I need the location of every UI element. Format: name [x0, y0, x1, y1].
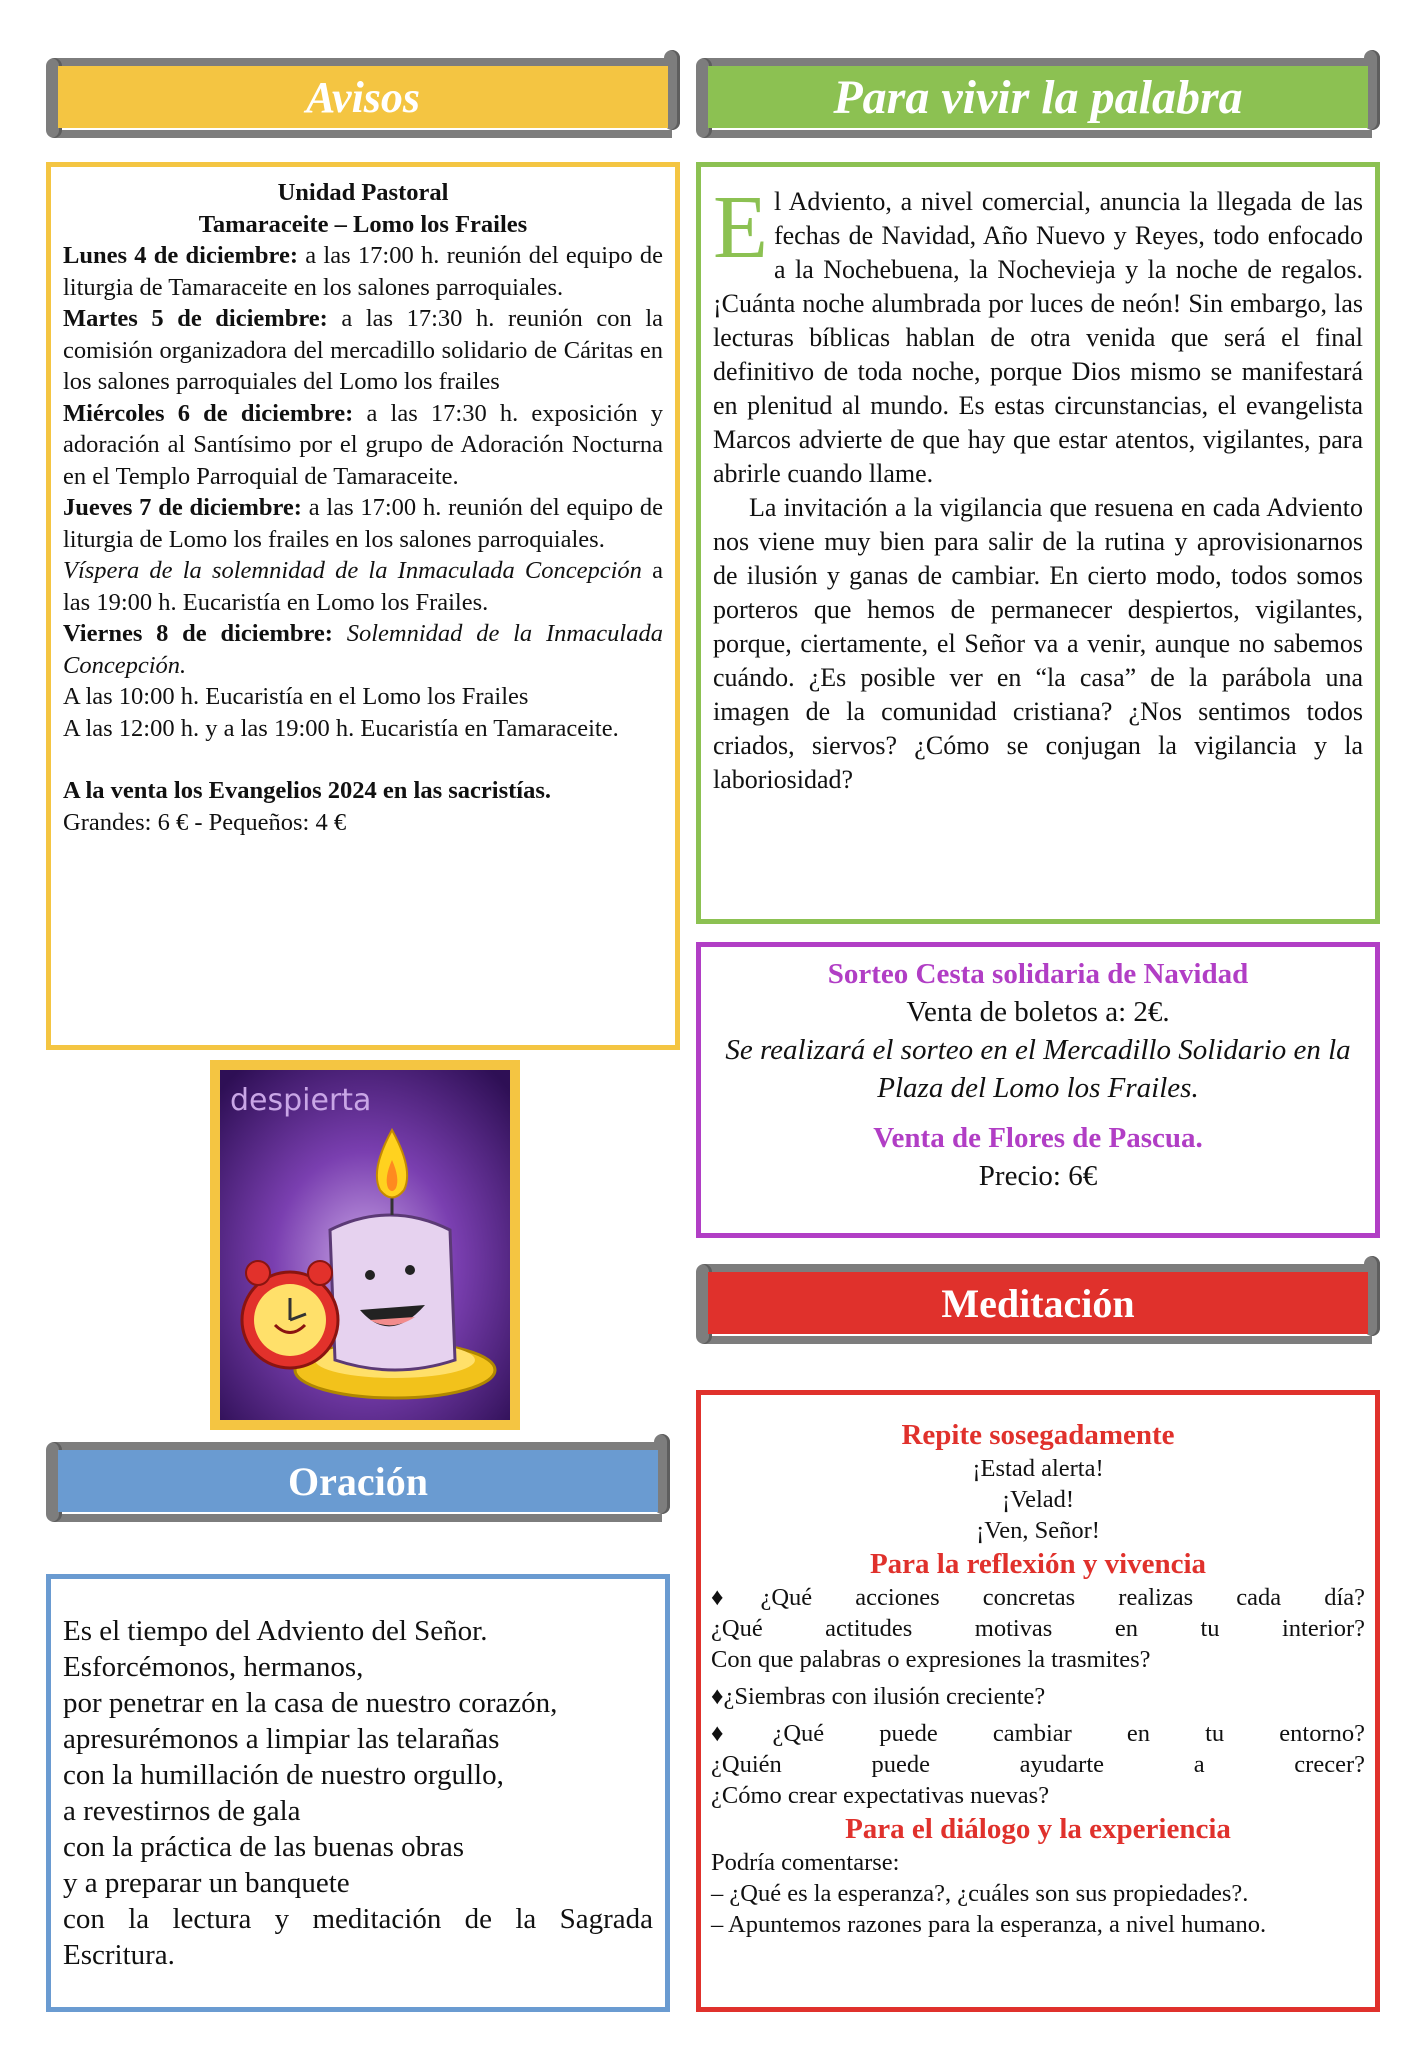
avisos-heading1: Unidad Pastoral [277, 179, 449, 206]
question-line: ♦¿Qué puede cambiar en tu entorno? [711, 1720, 1365, 1747]
aviso-viernes-line1: A las 10:00 h. Eucaristía en el Lomo los Frailes [63, 683, 529, 710]
aviso-item: Martes 5 de diciembre: a las 17:30 h. reunión con la comisión organizadora del mercadillo solidario de Cáritas en los salones parroquiales del Lomo los frailes [63, 305, 663, 395]
aviso-vispera: Víspera de la solemnidad de la Inmaculada Concepción a las 19:00 h. Eucaristía en Lomo los Frailes. [63, 557, 664, 616]
oracion-line: y a preparar un banquete [63, 1867, 350, 1899]
sorteo-venta: Venta de boletos a: 2€. [906, 996, 1170, 1028]
repeat-line: ¡Ven, Señor! [976, 1517, 1100, 1544]
question-line: ¿Cómo crear expectativas nuevas? [711, 1782, 1050, 1809]
avisos-title: Avisos [305, 72, 421, 122]
oracion-line: a revestirnos de gala [63, 1795, 301, 1827]
palabra-banner [696, 56, 1380, 138]
meditacion-box [696, 1390, 1380, 2012]
oracion-line: Esforcémonos, hermanos, [63, 1651, 364, 1683]
palabra-title: Para vivir la palabra [833, 70, 1243, 124]
sorteo-box [696, 942, 1380, 1238]
flores-precio: Precio: 6€ [978, 1160, 1098, 1192]
palabra-p2: La invitación a la vigilancia que resuena en cada Adviento nos viene muy bien para salir de la rutina y aprovisionarnos de ilusión y ganas de cambiar. En cierto modo, todos somos porteros que hemos de permanecer despiertos, vigilantes, porque, ciertamente, el Señor va a venir, aunque no sabemos cuándo. ¿Es posible ver en “la casa” de la parábola una imagen de la comunidad cristiana? ¿Nos sentimos todos criados, siervos? ¿Cómo se conjugan la vigilancia y la laboriosidad? [713, 493, 1363, 794]
oracion-line: Es el tiempo del Adviento del Señor. [63, 1615, 488, 1647]
palabra-p1: El Adviento, a nivel comercial, anuncia la llegada de las fechas de Navidad, Año Nuevo y Reyes, todo enfocado a la Nochebuena, la Nochevieja y la noche de regalos. ¡Cuánta noche alumbrada por luces de neón! Sin embargo, las lecturas bíblicas hablan de otra venida que será el final definitivo de toda noche, porque Dios mismo se manifestará en plenitud al mundo. Es estas circunstancias, el evangelista Marcos advierte de que hay que estar atentos, vigilantes, para abrirle cuando llame. [713, 178, 1363, 488]
meditacion-h1: Repite sosegadamente [901, 1419, 1175, 1451]
sorteo-note: Se realizará el sorteo en el Mercadillo Solidario en la Plaza del Lomo los Frailes. [725, 1034, 1351, 1104]
dialog-line: Podría comentarse: [711, 1849, 900, 1876]
aviso-viernes: Viernes 8 de diciembre: Solemnidad de la Inmaculada Concepción. [63, 620, 663, 679]
meditacion-h2: Para la reflexión y vivencia [869, 1548, 1207, 1580]
question-line: ♦¿Siembras con ilusión creciente? [711, 1683, 1046, 1710]
sorteo-title: Sorteo Cesta solidaria de Navidad [827, 958, 1249, 990]
avisos-heading2: Tamaraceite – Lomo los Frailes [198, 210, 528, 238]
oracion-line: con la humillación de nuestro orgullo, [63, 1759, 504, 1791]
aviso-item: Jueves 7 de diciembre: a las 17:00 h. reunión del equipo de liturgia de Lomo los frailes en los salones parroquiales. [63, 494, 663, 553]
despierta-caption: despierta [230, 1083, 372, 1118]
despierta-illustration [210, 1060, 520, 1430]
avisos-banner [46, 56, 680, 138]
oracion-line: con la lectura y meditación de la Sagrada Escritura. [63, 1903, 653, 1971]
flores-title: Venta de Flores de Pascua. [873, 1122, 1203, 1154]
question-line: ¿Qué actitudes motivas en tu interior? [711, 1615, 1365, 1642]
dialog-line: – Apuntemos razones para la esperanza, a nivel humano. [711, 1911, 1267, 1938]
aviso-viernes-line2: A las 12:00 h. y a las 19:00 h. Eucaristía en Tamaraceite. [63, 714, 619, 742]
venta-evangelios: A la venta los Evangelios 2024 en las sacristías. [63, 777, 551, 804]
avisos-box [46, 162, 680, 1050]
oracion-banner [46, 1440, 670, 1522]
meditacion-banner [696, 1262, 1380, 1344]
palabra-box [696, 162, 1380, 924]
dropcap: E [713, 178, 768, 277]
oracion-line: por penetrar en la casa de nuestro corazón, [63, 1687, 558, 1719]
question-line: ¿Quién puede ayudarte a crecer? [711, 1751, 1365, 1778]
aviso-item: Lunes 4 de diciembre: a las 17:00 h. reunión del equipo de liturgia de Tamaraceite en los salones parroquiales. [63, 242, 663, 301]
meditacion-h3: Para el diálogo y la experiencia [845, 1813, 1231, 1845]
venta-precios: Grandes: 6 € - Pequeños: 4 € [63, 808, 347, 836]
dialog-line: – ¿Qué es la esperanza?, ¿cuáles son sus propiedades?. [711, 1880, 1249, 1907]
question-line: ♦¿Qué acciones concretas realizas cada día? [711, 1584, 1365, 1611]
oracion-line: apresurémonos a limpiar las telarañas [63, 1723, 500, 1755]
candle-clock-illustration [220, 1070, 510, 1420]
aviso-item: Miércoles 6 de diciembre: a las 17:30 h. exposición y adoración al Santísimo por el grupo de Adoración Nocturna en el Templo Parroquial de Tamaraceite. [63, 399, 663, 490]
repeat-line: ¡Estad alerta! [972, 1455, 1104, 1482]
oracion-box [46, 1574, 670, 2012]
oracion-title: Oración [288, 1458, 428, 1504]
repeat-line: ¡Velad! [1001, 1486, 1075, 1513]
oracion-line: con la práctica de las buenas obras [63, 1831, 464, 1863]
meditacion-title: Meditación [941, 1280, 1135, 1326]
question-line: Con que palabras o expresiones la trasmites? [711, 1646, 1151, 1673]
